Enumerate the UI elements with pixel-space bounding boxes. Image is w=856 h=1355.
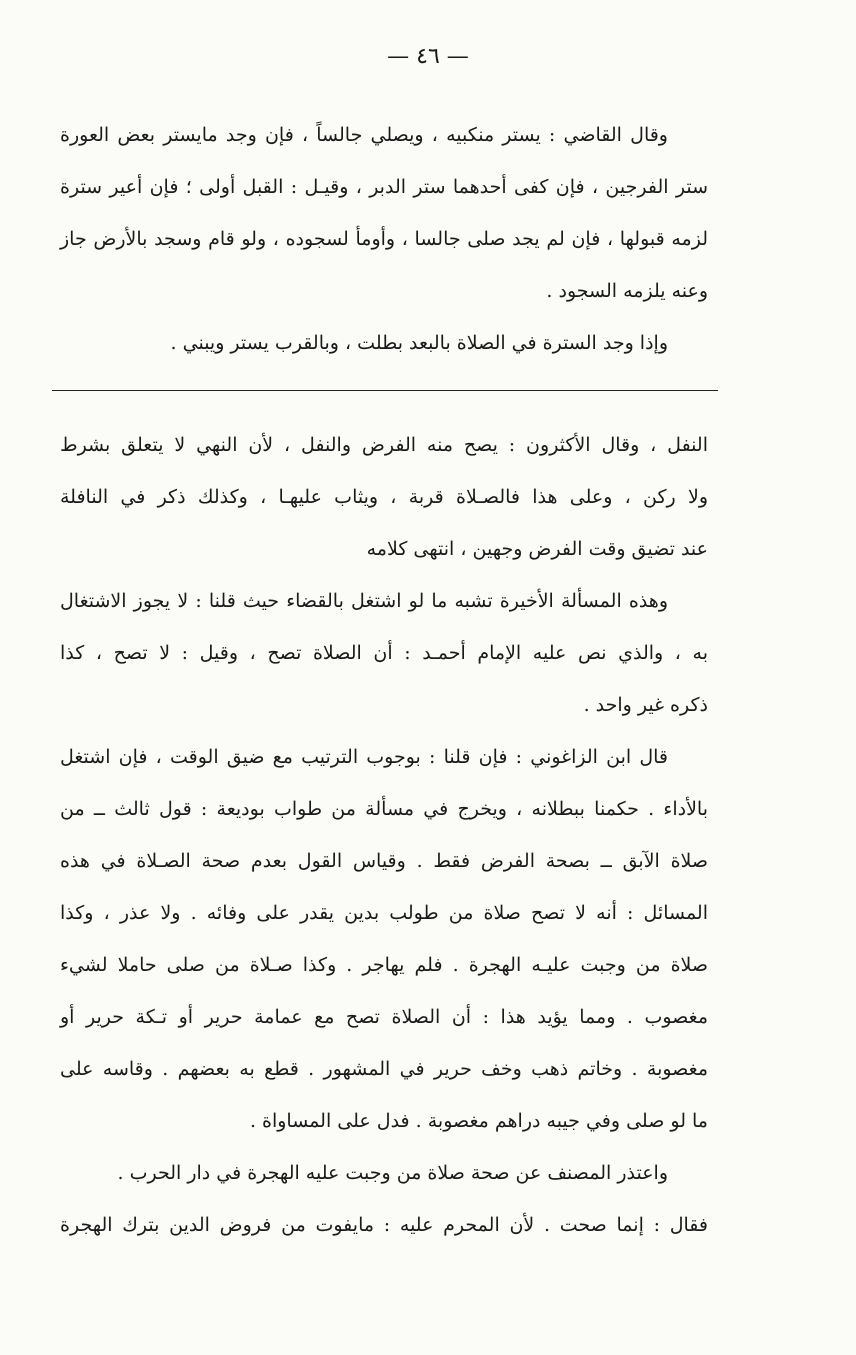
lower-line: مغصوبة . وخاتم ذهب وخف حرير في المشهور . قطع به بعضهم . وقاسه على xyxy=(60,1058,708,1080)
lower-line: النفل ، وقال الأكثرون : يصح منه الفرض والنفل ، لأن النهي لا يتعلق بشرط xyxy=(60,434,708,456)
lower-line: ولا ركن ، وعلى هذا فالصـلاة قربة ، ويثاب عليهـا ، وكذلك ذكر في النافلة xyxy=(60,486,708,508)
upper-line: وإذا وجد السترة في الصلاة بالبعد بطلت ، وبالقرب يستر ويبني . xyxy=(170,332,668,354)
upper-line: لزمه قبولها ، فإن لم يجد صلى جالسا ، وأومأ لسجوده ، ولو قام وسجد بالأرض جاز xyxy=(60,228,708,250)
upper-line: وقال القاضي : يستر منكبيه ، ويصلي جالساً ، فإن وجد مايستر بعض العورة xyxy=(60,124,668,146)
lower-line: عند تضيق وقت الفرض وجهين ، انتهى كلامه xyxy=(366,538,708,560)
lower-line: واعتذر المصنف عن صحة صلاة من وجبت عليه الهجرة في دار الحرب . xyxy=(117,1162,668,1184)
page-number: — ٤٦ — xyxy=(387,44,469,69)
upper-line: ستر الفرجين ، فإن كفى أحدهما ستر الدبر ، وقيـل : القبل أولى ؛ فإن أعير سترة xyxy=(60,176,708,198)
lower-line: مغصوب . ومما يؤيد هذا : أن الصلاة تصح مع عمامة حرير أو تـكة حرير أو xyxy=(60,1006,708,1028)
lower-line: صلاة الآبق ــ بصحة الفرض فقط . وقياس القول بعدم صحة الصـلاة في هذه xyxy=(60,850,708,872)
lower-line: ذكره غير واحد . xyxy=(583,694,708,716)
upper-line: وعنه يلزمه السجود . xyxy=(546,280,708,302)
lower-line: ما لو صلى وفي جيبه دراهم مغصوبة . فدل على المساواة . xyxy=(249,1110,708,1132)
footnote-separator-rule xyxy=(52,390,718,391)
lower-line: به ، والذي نص عليه الإمام أحمـد : أن الصلاة تصح ، وقيل : لا تصح ، كذا xyxy=(60,642,708,664)
lower-line: قال ابن الزاغوني : فإن قلنا : بوجوب الترتيب مع ضيق الوقت ، فإن اشتغل xyxy=(60,746,668,768)
lower-line: فقال : إنما صحت . لأن المحرم عليه : مايفوت من فروض الدين بترك الهجرة xyxy=(60,1214,708,1236)
lower-line: المسائل : أنه لا تصح صلاة من طولب بدين يقدر على وفائه . ولا عذر ، وكذا xyxy=(60,902,708,924)
lower-line: وهذه المسألة الأخيرة تشبه ما لو اشتغل بالقضاء حيث قلنا : لا يجوز الاشتغال xyxy=(60,590,668,612)
lower-line: بالأداء . حكمنا ببطلانه ، ويخرج في مسألة من طواب بوديعة : قول ثالث ــ من xyxy=(60,798,708,820)
lower-line: صلاة من وجبت عليـه الهجرة . فلم يهاجر . وكذا صـلاة من صلى حاملا لشيء xyxy=(60,954,708,976)
